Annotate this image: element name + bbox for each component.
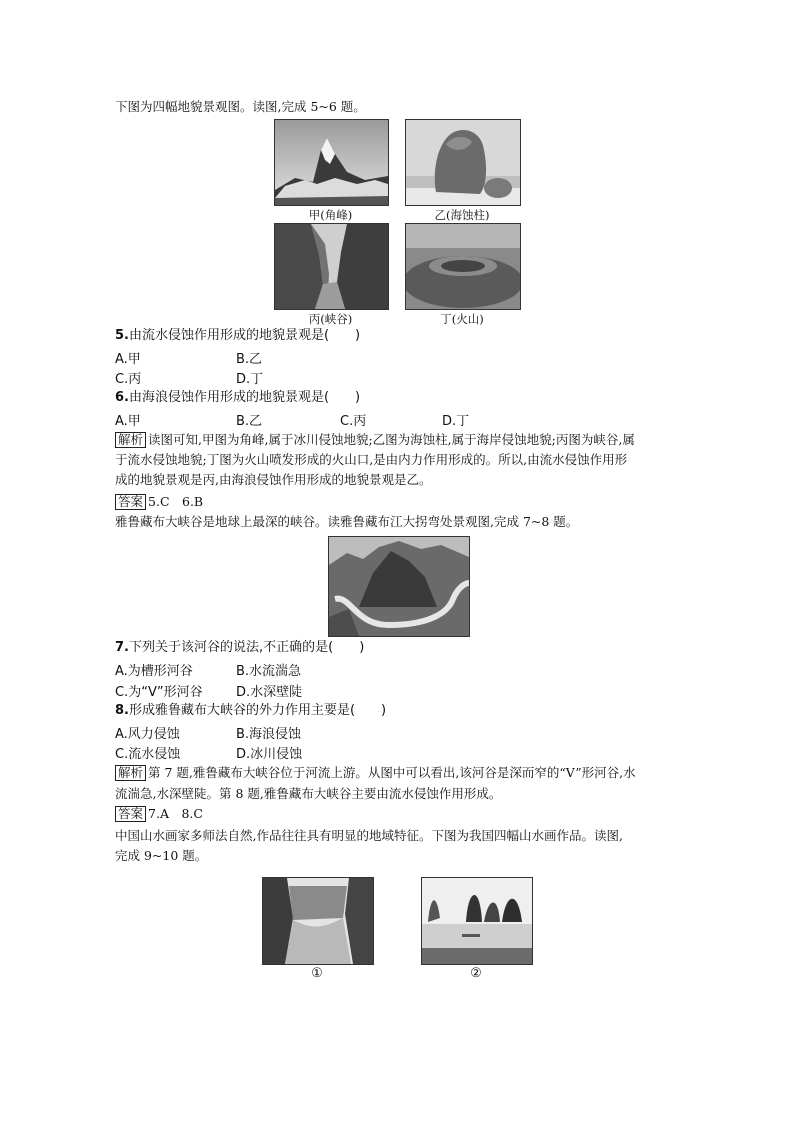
- q7-option-d: D.水深壁陡: [236, 685, 303, 700]
- answer-1: 答案 5.C 6.B: [115, 494, 203, 510]
- analysis-1-line-2: 于流水侵蚀地貌;丁图为火山喷发形成的火山口,是由内力作用形成的。所以,由流水侵蚀作用形: [115, 452, 628, 467]
- analysis-2-line-1: 解析 第 7 题,雅鲁藏布大峡谷位于河流上游。从图中可以看出,该河谷是深而窄的“V”形河谷,水: [115, 765, 636, 781]
- q6-option-a: A.甲: [115, 414, 141, 429]
- photo-yarlung-bend: [328, 536, 470, 637]
- q8-option-d: D.冰川侵蚀: [236, 747, 303, 762]
- q8-option-b: B.海浪侵蚀: [236, 727, 302, 742]
- q7-option-a: A.为槽形河谷: [115, 664, 193, 679]
- caption-jia: 甲(角峰): [308, 208, 353, 222]
- painting-1: [262, 877, 374, 965]
- q6-option-d: D.丁: [442, 414, 470, 429]
- painting-2: [421, 877, 533, 965]
- caption-ding: 丁(火山): [440, 312, 484, 326]
- q5-option-d: D.丁: [236, 372, 264, 387]
- analysis-1-line-3: 成的地貌景观是丙,由海浪侵蚀作用形成的地貌景观是乙。: [115, 472, 432, 487]
- painting-2-label: ②: [470, 966, 482, 981]
- q7-option-b: B.水流湍急: [236, 664, 302, 679]
- question-8: 8.形成雅鲁藏布大峡谷的外力作用主要是( ): [115, 703, 387, 718]
- q7-option-c: C.为“V”形河谷: [115, 685, 203, 700]
- q6-option-c: C.丙: [340, 414, 367, 429]
- q5-option-a: A.甲: [115, 352, 141, 367]
- q5-option-b: B.乙: [236, 352, 263, 367]
- photo-volcano: [405, 223, 521, 310]
- analysis-1-line-1: 解析 读图可知,甲图为角峰,属于冰川侵蚀地貌;乙图为海蚀柱,属于海岸侵蚀地貌;丙图为峡谷,属: [115, 432, 635, 448]
- intro-text-3-line-2: 完成 9~10 题。: [115, 848, 208, 863]
- question-7: 7.下列关于该河谷的说法,不正确的是( ): [115, 640, 365, 655]
- caption-bing: 丙(峡谷): [308, 312, 353, 326]
- q8-option-c: C.流水侵蚀: [115, 747, 181, 762]
- intro-text-2: 雅鲁藏布大峡谷是地球上最深的峡谷。读雅鲁藏布江大拐弯处景观图,完成 7~8 题。: [115, 514, 579, 529]
- q8-option-a: A.风力侵蚀: [115, 727, 180, 742]
- q6-option-b: B.乙: [236, 414, 263, 429]
- analysis-2-line-2: 流湍急,水深壁陡。第 8 题,雅鲁藏布大峡谷主要由流水侵蚀作用形成。: [115, 786, 502, 801]
- answer-2: 答案 7.A 8.C: [115, 806, 203, 822]
- analysis-tag: 解析: [115, 432, 146, 448]
- question-6: 6.由海浪侵蚀作用形成的地貌景观是( ): [115, 390, 361, 405]
- analysis-tag-2: 解析: [115, 765, 146, 781]
- photo-gorge: [274, 223, 389, 310]
- answer-tag: 答案: [115, 494, 146, 510]
- caption-yi: 乙(海蚀柱): [434, 208, 490, 222]
- intro-text-3-line-1: 中国山水画家多师法自然,作品往往具有明显的地域特征。下图为我国四幅山水画作品。读图,: [115, 828, 623, 843]
- answer-tag-2: 答案: [115, 806, 146, 822]
- painting-1-label: ①: [311, 966, 323, 981]
- question-5: 5.由流水侵蚀作用形成的地貌景观是( ): [115, 328, 361, 343]
- q5-option-c: C.丙: [115, 372, 142, 387]
- intro-text: 下图为四幅地貌景观图。读图,完成 5~6 题。: [115, 99, 366, 114]
- photo-sea-stack: [405, 119, 521, 206]
- photo-horn-peak: [274, 119, 389, 206]
